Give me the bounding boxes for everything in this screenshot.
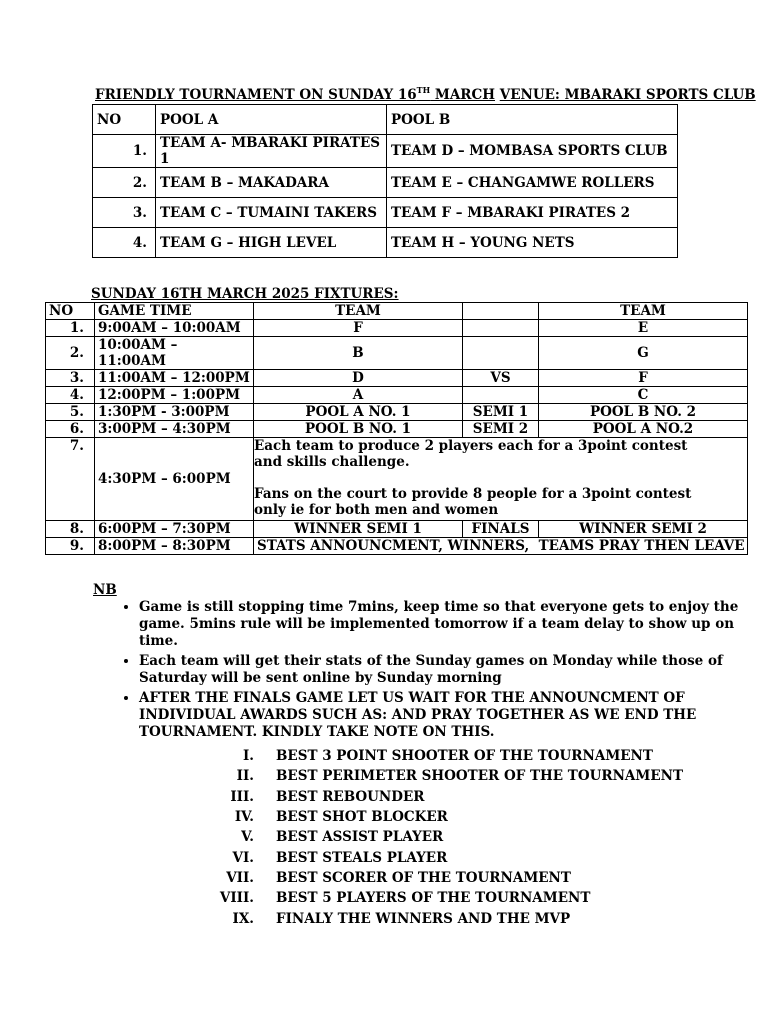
fixture-time: 10:00AM – 11:00AM [95,337,254,370]
award-item [210,787,683,807]
fixture-stage [463,337,539,370]
award-number: IV. [234,809,254,826]
description-line: and skills challenge. [254,454,410,470]
header-cell: GAME TIME [95,303,254,320]
pool-a-team: TEAM C – TUMAINI TAKERS [156,198,387,228]
table-row [46,421,748,438]
header-cell: NO [93,105,156,135]
award-text: BEST PERIMETER SHOOTER OF THE TOURNAMENT [276,768,684,785]
fixture-team-away: E [539,320,748,337]
award-item [210,746,683,766]
fixture-team-away: F [539,370,748,387]
fixture-team-away: G [539,337,748,370]
fixture-number: 8. [46,521,95,538]
fixture-number: 7. [46,438,95,521]
note-item: • Game is still stopping time 7mins, keep time so that everyone gets to enjoy the game. 5mins rule will be implemented tomorrow if a team delay to show up on time. [139,599,739,650]
award-item [210,766,683,786]
award-number: VII. [226,869,254,886]
fixture-stage [463,387,539,404]
pool-a-team: TEAM A- MBARAKI PIRATES 1 [156,135,387,168]
pool-a-team: TEAM B – MAKADARA [156,168,387,198]
pool-b-team: TEAM F – MBARAKI PIRATES 2 [387,198,678,228]
table-row [46,370,748,387]
fixture-number: 6. [46,421,95,438]
fixture-time: 1:30PM - 3:00PM [95,404,254,421]
fixture-time: 8:00PM – 8:30PM [95,538,254,555]
award-text: BEST STEALS PLAYER [276,849,448,866]
header-cell [463,303,539,320]
pool-a-team: TEAM G – HIGH LEVEL [156,228,387,258]
header-cell: POOL B [387,105,678,135]
fixture-time: 11:00AM – 12:00PM [95,370,254,387]
row-number: 3. [93,198,156,228]
table-row [93,228,678,258]
award-text: BEST 5 PLAYERS OF THE TOURNAMENT [276,890,591,907]
table-row [46,320,748,337]
fixture-team-home: POOL A NO. 1 [254,404,463,421]
note-item: • AFTER THE FINALS GAME LET US WAIT FOR THE ANNOUNCMENT OF INDIVIDUAL AWARDS SUCH AS: AND PRAY TOGETHER AS WE END THE TOURNAMENT. KINDLY TAKE NOTE ON THIS. [139,690,739,741]
fixture-stage: SEMI 2 [463,421,539,438]
table-row [46,438,748,521]
description-line: Each team to produce 2 players each for a 3point contest [254,438,688,454]
award-number: VIII. [219,890,254,907]
fixture-team-away: C [539,387,748,404]
fixture-time: 4:30PM – 6:00PM [95,438,254,521]
award-text: BEST SHOT BLOCKER [276,809,448,826]
fixture-team-home: POOL B NO. 1 [254,421,463,438]
pool-b-team: TEAM E – CHANGAMWE ROLLERS [387,168,678,198]
award-number: VI. [232,849,254,866]
row-number: 1. [93,135,156,168]
fixture-number: 4. [46,387,95,404]
fixture-number: 2. [46,337,95,370]
fixture-stage [463,320,539,337]
award-text: BEST ASSIST PLAYER [276,829,444,846]
award-text: BEST 3 POINT SHOOTER OF THE TOURNAMENT [276,748,653,765]
row-number: 2. [93,168,156,198]
fixture-stage: SEMI 1 [463,404,539,421]
fixture-team-away: POOL B NO. 2 [539,404,748,421]
table-row [46,337,748,370]
closing-activity: STATS ANNOUNCMENT, WINNERS, TEAMS PRAY THEN LEAVE [254,538,748,555]
fixtures-table [45,302,748,555]
pool-b-team: TEAM H – YOUNG NETS [387,228,678,258]
header-cell: TEAM [539,303,748,320]
fixture-team-away: WINNER SEMI 2 [539,521,748,538]
table-row [93,135,678,168]
award-number: III. [230,788,254,805]
awards-list [210,746,683,929]
fixtures-title: SUNDAY 16TH MARCH 2025 FIXTURES: [91,286,399,302]
header-cell: POOL A [156,105,387,135]
fixture-team-home: WINNER SEMI 1 [254,521,463,538]
award-item [210,847,683,867]
award-item [210,888,683,908]
award-text: BEST SCORER OF THE TOURNAMENT [276,869,571,886]
fixture-number: 3. [46,370,95,387]
fixture-number: 9. [46,538,95,555]
table-header-row [46,303,748,320]
table-row [46,387,748,404]
award-text: BEST REBOUNDER [276,788,425,805]
award-item [210,807,683,827]
fixture-time: 6:00PM – 7:30PM [95,521,254,538]
table-row [46,538,748,555]
heading-venue: VENUE: MBARAKI SPORTS CLUB [499,87,756,103]
pools-table [92,104,678,258]
description-line: only ie for both men and women [254,502,499,518]
fixture-team-home: D [254,370,463,387]
fixture-time: 9:00AM – 10:00AM [95,320,254,337]
heading-title: FRIENDLY TOURNAMENT ON SUNDAY 16TH MARCH [95,85,496,103]
fixture-team-home: F [254,320,463,337]
fixture-stage: VS [463,370,539,387]
row-number: 4. [93,228,156,258]
award-number: IX. [232,910,254,927]
notes-list [112,599,739,744]
fixture-team-away: POOL A NO.2 [539,421,748,438]
award-number: II. [236,768,254,785]
fixture-time: 12:00PM – 1:00PM [95,387,254,404]
description-line: Fans on the court to provide 8 people for a 3point contest [254,486,692,502]
note-item: • Each team will get their stats of the Sunday games on Monday while those of Saturday will be sent online by Sunday morning [139,653,739,687]
fixture-stage: FINALS [463,521,539,538]
award-item [210,908,683,928]
pool-b-team: TEAM D – MOMBASA SPORTS CLUB [387,135,678,168]
table-row [46,404,748,421]
fixture-team-home: B [254,337,463,370]
award-text: FINALY THE WINNERS AND THE MVP [276,910,571,927]
table-row [93,168,678,198]
tournament-heading [95,87,756,103]
award-number: V. [241,829,254,846]
award-item [210,827,683,847]
skills-challenge-description [254,438,748,521]
award-number: I. [242,748,254,765]
table-row [93,198,678,228]
header-cell: NO [46,303,95,320]
fixture-number: 1. [46,320,95,337]
header-cell: TEAM [254,303,463,320]
table-row [46,521,748,538]
fixture-team-home: A [254,387,463,404]
award-item [210,868,683,888]
fixture-number: 5. [46,404,95,421]
table-header-row [93,105,678,135]
notes-heading: NB [93,582,117,598]
fixture-time: 3:00PM – 4:30PM [95,421,254,438]
